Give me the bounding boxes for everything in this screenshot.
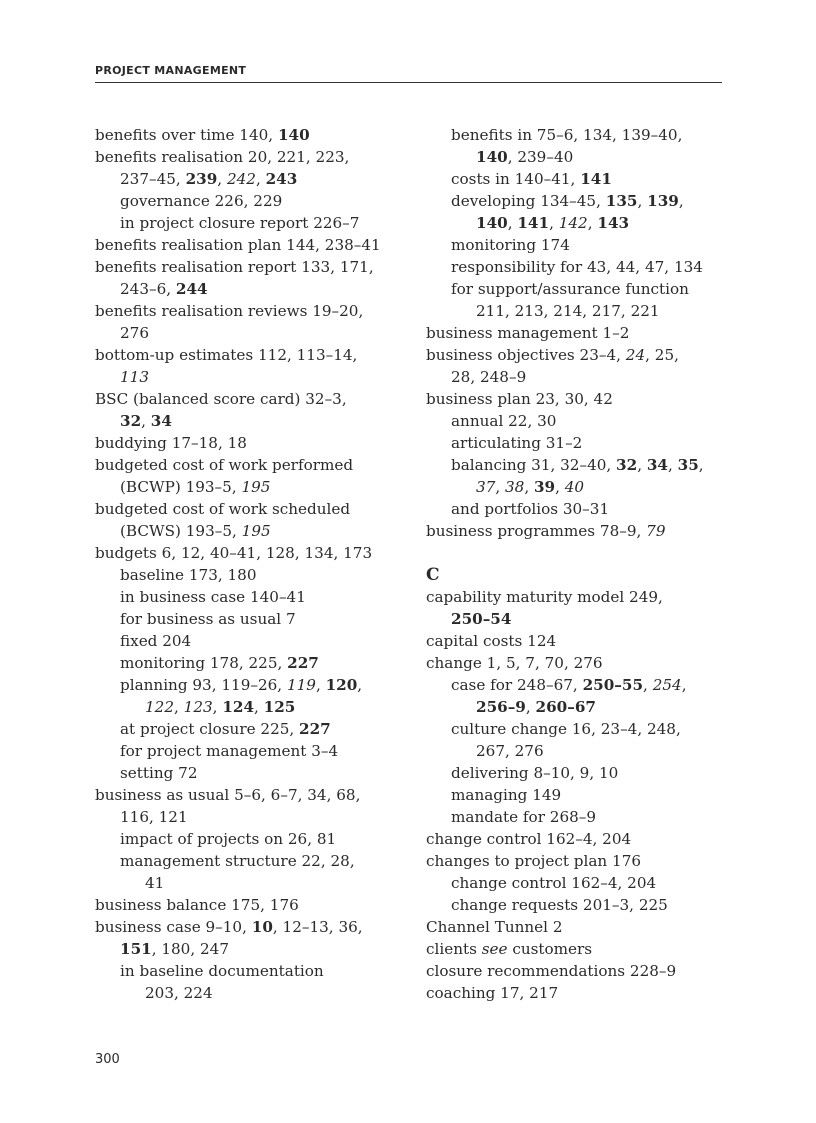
page-ref-italic: 142 [558, 214, 588, 232]
index-entry [426, 982, 726, 1004]
index-subentry [95, 762, 395, 784]
index-subentry [95, 168, 395, 190]
page-ref-bold: 250–54 [451, 610, 512, 628]
index-subentry [95, 564, 395, 586]
index-entry [426, 916, 726, 938]
index-subentry [426, 476, 726, 498]
section-gap [426, 542, 726, 564]
index-entry [426, 828, 726, 850]
page-ref-italic: 195 [241, 522, 271, 540]
entry-text: 41 [145, 874, 165, 892]
page-ref-bold: 140 [277, 126, 310, 144]
page-ref-bold: 227 [287, 654, 319, 672]
entry-text: , [549, 214, 559, 232]
entry-text: setting 72 [120, 764, 198, 782]
page-ref-bold: 35 [677, 456, 699, 474]
entry-text: , [212, 698, 223, 716]
page-ref-italic: see [481, 940, 508, 958]
entry-text: 276 [120, 324, 149, 342]
page-ref-bold: 34 [150, 412, 172, 430]
index-subentry [426, 168, 726, 190]
index-subentry [426, 256, 726, 278]
index-subentry [426, 124, 726, 146]
index-entry [95, 146, 395, 168]
entry-text: mandate for 268–9 [451, 808, 597, 826]
page-ref-italic: 242 [226, 170, 256, 188]
entry-text: , [637, 192, 648, 210]
index-subentry [95, 520, 395, 542]
entry-text: change requests 201–3, 225 [451, 896, 668, 914]
entry-text: costs in 140–41, [451, 170, 581, 188]
index-subentry [95, 652, 395, 674]
index-subentry [95, 410, 395, 432]
index-subentry [95, 674, 395, 696]
entry-text: , [254, 698, 264, 716]
index-subentry [426, 894, 726, 916]
entry-text: culture change 16, 23–4, 248, [451, 720, 681, 738]
entry-text: responsibility for 43, 44, 47, 134 [451, 258, 703, 276]
entry-text: changes to project plan 176 [426, 852, 642, 870]
index-subentry [95, 872, 395, 894]
page-number: 300 [95, 1052, 120, 1067]
index-entry [426, 938, 726, 960]
entry-text: business case 9–10, [95, 918, 252, 936]
entry-text: budgets 6, 12, 40–41, 128, 134, 173 [95, 544, 373, 562]
page-ref-bold: 135 [605, 192, 638, 210]
page-ref-bold: 256–9 [476, 698, 526, 716]
index-subentry [426, 784, 726, 806]
entry-text: for project management 3–4 [120, 742, 339, 760]
entry-text: , [667, 456, 678, 474]
entry-text: buddying 17–18, 18 [95, 434, 247, 452]
index-subentry [95, 696, 395, 718]
page-ref-italic: 113 [120, 368, 149, 386]
entry-text: for business as usual 7 [120, 610, 296, 628]
entry-text: business objectives 23–4, [426, 346, 626, 364]
page-ref-bold: 10 [251, 918, 273, 936]
page-ref-italic: 122 [145, 698, 174, 716]
entry-text: BSC (balanced score card) 32–3, [95, 390, 347, 408]
page-ref-italic: 24 [625, 346, 646, 364]
page-ref-italic: 37 [476, 478, 496, 496]
entry-text: capability maturity model 249, [426, 588, 663, 606]
entry-text: in project closure report 226–7 [120, 214, 360, 232]
index-subentry [426, 762, 726, 784]
entry-text: , 239–40 [507, 148, 574, 166]
entry-text: budgeted cost of work performed [95, 456, 354, 474]
entry-text: governance 226, 229 [120, 192, 283, 210]
entry-text: , [525, 698, 536, 716]
entry-text: 243–6, [120, 280, 176, 298]
index-subentry [95, 850, 395, 872]
index-subentry [95, 982, 395, 1004]
page-ref-bold: 140 [476, 214, 508, 232]
entry-text: , [507, 214, 518, 232]
index-entry [95, 432, 395, 454]
page-ref-bold: 34 [646, 456, 668, 474]
page-ref-bold: 125 [263, 698, 296, 716]
entry-text: capital costs 124 [426, 632, 557, 650]
index-subentry [426, 498, 726, 520]
page-ref-bold: 140 [476, 148, 508, 166]
entry-text: planning 93, 119–26, [120, 676, 287, 694]
entry-text: articulating 31–2 [451, 434, 583, 452]
page-ref-italic: 79 [646, 522, 666, 540]
index-entry [95, 454, 395, 476]
page-ref-italic: 195 [241, 478, 271, 496]
index-entry [95, 256, 395, 278]
entry-text: developing 134–45, [451, 192, 606, 210]
index-entry [95, 784, 395, 806]
entry-text: (BCWS) 193–5, [120, 522, 242, 540]
index-entry [95, 300, 395, 322]
entry-text: benefits over time 140, [95, 126, 278, 144]
entry-text: monitoring 178, 225, [120, 654, 288, 672]
index-subentry [426, 410, 726, 432]
entry-text: management structure 22, 28, [120, 852, 355, 870]
index-subentry [426, 454, 726, 476]
page-ref-bold: 141 [580, 170, 612, 188]
page-ref-bold: 243 [265, 170, 298, 188]
entry-text: , [217, 170, 227, 188]
entry-text: customers [507, 940, 593, 958]
running-head: PROJECT MANAGEMENT [95, 64, 247, 77]
entry-text: coaching 17, 217 [426, 984, 559, 1002]
page-ref-italic: 119 [286, 676, 316, 694]
entry-text: change 1, 5, 7, 70, 276 [426, 654, 603, 672]
index-subentry [426, 432, 726, 454]
entry-text: closure recommendations 228–9 [426, 962, 677, 980]
page-ref-bold: 260–67 [535, 698, 596, 716]
entry-text: bottom-up estimates 112, 113–14, [95, 346, 358, 364]
entry-text: 237–45, [120, 170, 186, 188]
index-subentry [426, 696, 726, 718]
index-subentry [426, 146, 726, 168]
entry-text: monitoring 174 [451, 236, 570, 254]
entry-text: 203, 224 [145, 984, 213, 1002]
index-entry [95, 916, 395, 938]
entry-text: 267, 276 [476, 742, 544, 760]
index-subentry [95, 960, 395, 982]
header-rule [95, 82, 722, 83]
index-subentry [95, 938, 395, 960]
index-subentry [426, 190, 726, 212]
page-ref-bold: 120 [325, 676, 358, 694]
page-ref-bold: 143 [597, 214, 630, 232]
page-ref-bold: 32 [120, 412, 142, 430]
index-subentry [95, 586, 395, 608]
page-ref-bold: 32 [616, 456, 638, 474]
entry-text: , [698, 456, 704, 474]
entry-text: benefits realisation plan 144, 238–41 [95, 236, 381, 254]
entry-text: clients [426, 940, 482, 958]
entry-text: 28, 248–9 [451, 368, 527, 386]
entry-text: at project closure 225, [120, 720, 300, 738]
page-ref-bold: 141 [517, 214, 550, 232]
index-subentry [426, 234, 726, 256]
page-ref-bold: 227 [299, 720, 331, 738]
entry-text: business programmes 78–9, [426, 522, 647, 540]
index-subentry [95, 608, 395, 630]
index-subentry [426, 366, 726, 388]
entry-text: benefits realisation reviews 19–20, [95, 302, 364, 320]
page-ref-italic: 40 [564, 478, 585, 496]
index-subentry [95, 806, 395, 828]
page-ref-italic: 38 [504, 478, 525, 496]
page-ref-italic: 254 [652, 676, 682, 694]
entry-text: , [357, 676, 363, 694]
entry-text: for support/assurance function [451, 280, 689, 298]
entry-text: , [637, 456, 647, 474]
index-subentry [426, 608, 726, 630]
entry-text: , [555, 478, 565, 496]
index-subentry [426, 674, 726, 696]
entry-text: business balance 175, 176 [95, 896, 299, 914]
page-ref-bold: 124 [222, 698, 255, 716]
index-subentry [426, 278, 726, 300]
entry-text: , 180, 247 [151, 940, 229, 958]
index-section-letter: C [426, 565, 440, 585]
entry-text: , [678, 192, 684, 210]
entry-text: , [315, 676, 326, 694]
entry-text: and portfolios 30–31 [451, 500, 610, 518]
entry-text: 211, 213, 214, 217, 221 [476, 302, 660, 320]
entry-text: business as usual 5–6, 6–7, 34, 68, [95, 786, 361, 804]
entry-text: , [681, 676, 687, 694]
entry-text: balancing 31, 32–40, [451, 456, 617, 474]
page-ref-bold: 244 [175, 280, 208, 298]
index-subentry [426, 300, 726, 322]
index-column-right [426, 124, 726, 1004]
index-entry [95, 344, 395, 366]
entry-text: managing 149 [451, 786, 562, 804]
entry-text: budgeted cost of work scheduled [95, 500, 351, 518]
entry-text: 116, 121 [120, 808, 188, 826]
entry-text: business plan 23, 30, 42 [426, 390, 613, 408]
entry-text: , [524, 478, 534, 496]
index-entry [426, 960, 726, 982]
entry-text: fixed 204 [120, 632, 192, 650]
index-entry [426, 630, 726, 652]
entry-text: in business case 140–41 [120, 588, 306, 606]
index-entry [426, 322, 726, 344]
index-entry [426, 586, 726, 608]
index-subentry [95, 828, 395, 850]
index-subentry [95, 278, 395, 300]
index-subentry [95, 630, 395, 652]
entry-text: in baseline documentation [120, 962, 324, 980]
index-column-left [95, 124, 395, 1004]
entry-text: , 12–13, 36, [272, 918, 363, 936]
entry-text: baseline 173, 180 [120, 566, 257, 584]
entry-text: benefits realisation report 133, 171, [95, 258, 374, 276]
entry-text: impact of projects on 26, 81 [120, 830, 337, 848]
index-entry [95, 542, 395, 564]
index-subentry [95, 718, 395, 740]
entry-text: , [255, 170, 266, 188]
index-subentry [95, 212, 395, 234]
index-subentry [426, 872, 726, 894]
entry-text: , [174, 698, 184, 716]
index-subentry [95, 740, 395, 762]
entry-text: , 25, [645, 346, 679, 364]
index-subentry [426, 212, 726, 234]
entry-text: business management 1–2 [426, 324, 630, 342]
page-ref-bold: 151 [120, 940, 152, 958]
index-entry [426, 520, 726, 542]
entry-text: benefits in 75–6, 134, 139–40, [451, 126, 683, 144]
index-subentry [426, 740, 726, 762]
index-entry [426, 850, 726, 872]
index-entry [95, 894, 395, 916]
entry-text: , [141, 412, 151, 430]
index-entry [426, 652, 726, 674]
page-ref-italic: 123 [183, 698, 213, 716]
entry-text: , [643, 676, 653, 694]
page-ref-bold: 239 [185, 170, 218, 188]
page-ref-bold: 139 [647, 192, 679, 210]
index-entry [426, 344, 726, 366]
entry-text: benefits realisation 20, 221, 223, [95, 148, 350, 166]
index-entry [95, 124, 395, 146]
entry-text: (BCWP) 193–5, [120, 478, 242, 496]
index-subentry [95, 322, 395, 344]
entry-text: delivering 8–10, 9, 10 [451, 764, 619, 782]
index-entry [95, 234, 395, 256]
index-subentry [95, 190, 395, 212]
index-subentry [95, 366, 395, 388]
entry-text: change control 162–4, 204 [426, 830, 632, 848]
page-ref-bold: 250–55 [582, 676, 644, 694]
index-subentry [95, 476, 395, 498]
page-ref-bold: 39 [533, 478, 556, 496]
entry-text: Channel Tunnel 2 [426, 918, 563, 936]
entry-text: annual 22, 30 [451, 412, 557, 430]
entry-text: change control 162–4, 204 [451, 874, 657, 892]
index-entry [95, 388, 395, 410]
entry-text: , [587, 214, 598, 232]
entry-text: case for 248–67, [451, 676, 583, 694]
index-entry [95, 498, 395, 520]
index-entry [426, 388, 726, 410]
entry-text: , [495, 478, 505, 496]
index-subentry [426, 806, 726, 828]
index-subentry [426, 718, 726, 740]
